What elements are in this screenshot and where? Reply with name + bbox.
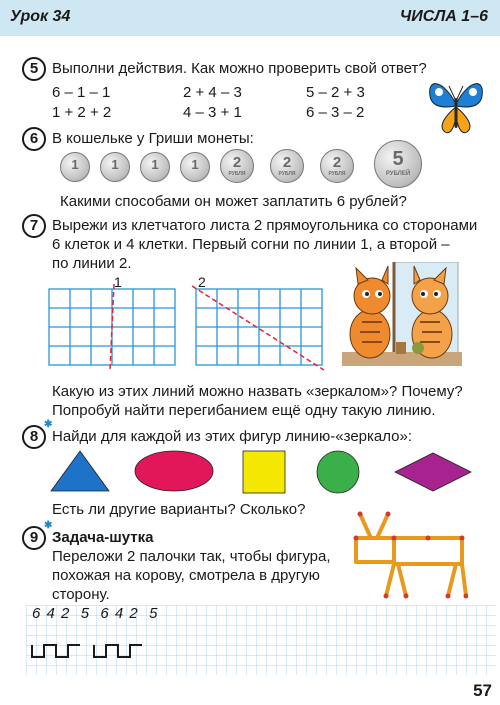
coin-2-rub: 2 РУБЛЯ	[220, 149, 254, 183]
task8-question: Есть ли другие варианты? Сколько?	[52, 501, 306, 518]
cat-mirror-illustration	[342, 262, 462, 372]
matchstick-cow	[350, 510, 468, 600]
circle-shape	[316, 450, 360, 494]
coin-1-rub: 1	[60, 152, 90, 182]
task5-expr-4: 4 – 3 + 1	[183, 104, 242, 121]
page-number: 57	[473, 681, 492, 700]
task8-text: Найди для каждой из этих фигур линию-«зеркало»:	[52, 428, 413, 445]
square-shape	[242, 450, 286, 494]
task9-line3: сторону.	[52, 586, 110, 603]
coin-1-rub: 1	[100, 152, 130, 182]
rhombus-shape	[394, 452, 472, 492]
task7-question-1: Какую из этих линий можно назвать «зеркалом»? Почему?	[52, 383, 463, 400]
task5-expr-6: 6 – 3 – 2	[306, 104, 365, 121]
fold-line-2	[188, 282, 328, 374]
task5-expr-2: 1 + 2 + 2	[52, 104, 112, 121]
triangle-shape	[50, 450, 110, 492]
lesson-title: Урок 34	[10, 8, 71, 25]
fold-label-2: 2	[198, 274, 206, 290]
coin-2-rub: 2 РУБЛЯ	[270, 149, 304, 183]
task5-expr-1: 6 – 1 – 1	[52, 84, 111, 101]
task-number-5: 5	[22, 57, 46, 81]
butterfly-illustration	[425, 74, 487, 140]
handwriting-row: 6 4 2 5 6 4 2 5	[32, 605, 159, 622]
task7-line3: по линии 2.	[52, 255, 132, 272]
fold-line-1	[100, 282, 120, 372]
task7-line1: Вырежи из клетчатого листа 2 прямоугольника со сторонами	[52, 217, 478, 234]
task6-question: Какими способами он может заплатить 6 рублей?	[60, 193, 407, 210]
task5-expr-5: 5 – 2 + 3	[306, 84, 365, 101]
coin-2-rub: 2 РУБЛЯ	[320, 149, 354, 183]
ellipse-shape	[134, 450, 214, 492]
coin-1-rub: 1	[140, 152, 170, 182]
task-number-7: 7	[22, 214, 46, 238]
task9-title: Задача-шутка	[52, 529, 154, 546]
topic-title: ЧИСЛА 1–6	[399, 8, 488, 25]
task5-text: Выполни действия. Как можно проверить свой ответ?	[52, 60, 427, 77]
task7-line2: 6 клеток и 4 клетки. Первый согни по линии 1, а второй –	[52, 236, 450, 253]
star-icon: ✱	[44, 419, 53, 430]
task9-line1: Переложи 2 палочки так, чтобы фигура,	[52, 548, 331, 565]
task5-expr-3: 2 + 4 – 3	[183, 84, 242, 101]
coin-1-rub: 1	[180, 152, 210, 182]
fold-label-1: 1	[114, 274, 122, 290]
star-icon: ✱	[44, 520, 53, 531]
task7-question-2: Попробуй найти перегибанием ещё одну такую линию.	[52, 402, 436, 419]
task-number-9: 9	[22, 526, 46, 550]
coin-5-rub: 5 РУБЛЕЙ	[374, 140, 422, 188]
task-number-6: 6	[22, 127, 46, 151]
task-number-8: 8	[22, 425, 46, 449]
task9-line2: похожая на корову, смотрела в другую	[52, 567, 320, 584]
task6-text: В кошельке у Гриши монеты:	[52, 130, 254, 147]
